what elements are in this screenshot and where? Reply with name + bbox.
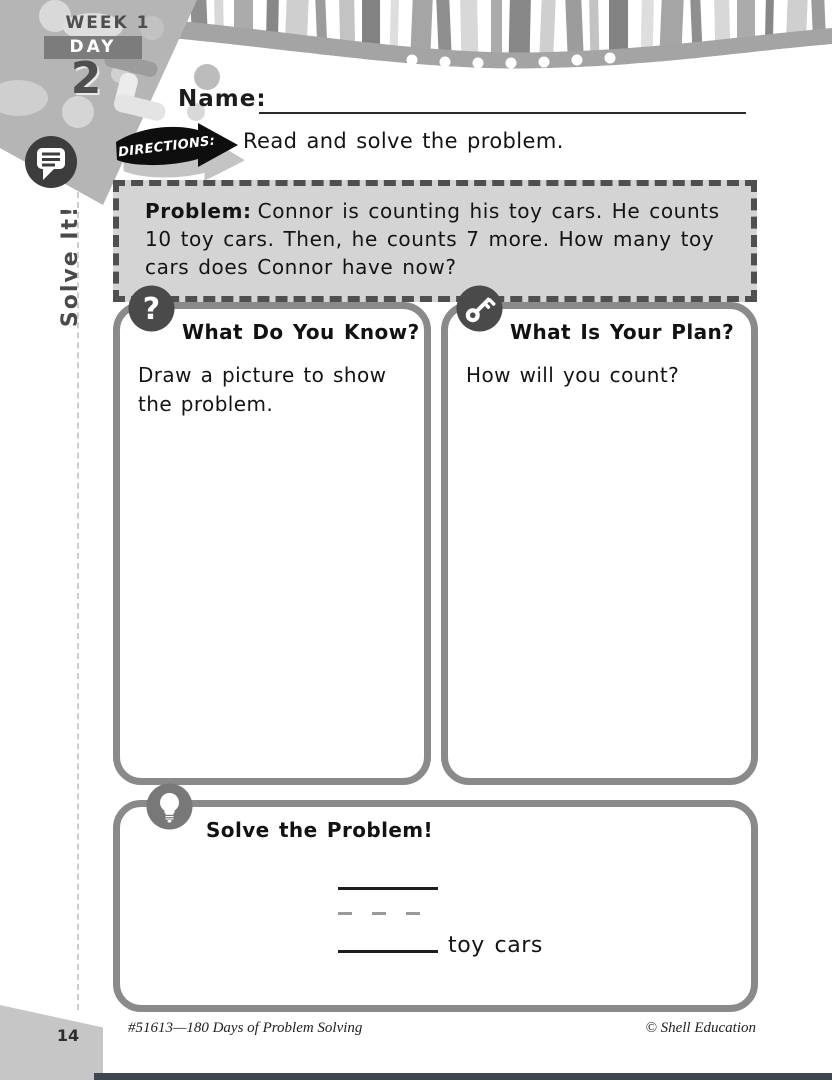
page-bottom-edge [94,1073,832,1080]
sidebar-tab-solve-it: Solve It! [58,204,83,328]
answer-writing-line-top [338,887,438,890]
problem-label: Problem: [145,199,252,223]
writing-area [458,409,741,768]
plan-box-prompt: How will you count? [466,363,680,387]
answer-area [338,887,678,958]
question-mark-icon [128,285,175,332]
problem-box [113,180,757,302]
know-box [113,292,431,785]
svg-text:?: ? [142,292,161,327]
key-icon [456,285,503,332]
plan-box-title: What Is Your Plan? [510,320,735,344]
name-blank-line [259,112,746,114]
problem-text: Problem: Connor is counting his toy cars. He counts 10 toy cars. Then, he counts 7 more. How many toy cars does Connor have now? [145,199,720,279]
directions-instruction: Read and solve the problem. [243,129,564,153]
directions-label: DIRECTIONS: [117,133,217,161]
page-number: 14 [56,1026,80,1045]
week-label: WEEK 1 [65,13,151,33]
fold-guide-line [77,192,79,1010]
know-box-title: What Do You Know? [182,320,420,344]
book-reference: #51613—180 Days of Problem Solving [128,1020,363,1036]
lightbulb-icon [146,783,193,830]
drawing-area [130,439,414,768]
plan-box [441,302,758,785]
directions-banner [112,118,244,186]
day-label: DAY [44,36,142,59]
know-box-prompt: Draw a picture to show the problem. [138,363,387,416]
name-label: Name: [178,86,267,112]
speech-bubble-icon [25,136,77,188]
answer-writing-line-middle [338,912,438,915]
solve-box-title: Solve the Problem! [206,818,434,842]
publisher-credit: © Shell Education [645,1020,756,1036]
answer-unit-label: toy cars [448,933,543,958]
day-number: 2 [70,53,102,104]
solve-box [113,800,758,1012]
answer-writing-line-bottom [338,950,438,953]
